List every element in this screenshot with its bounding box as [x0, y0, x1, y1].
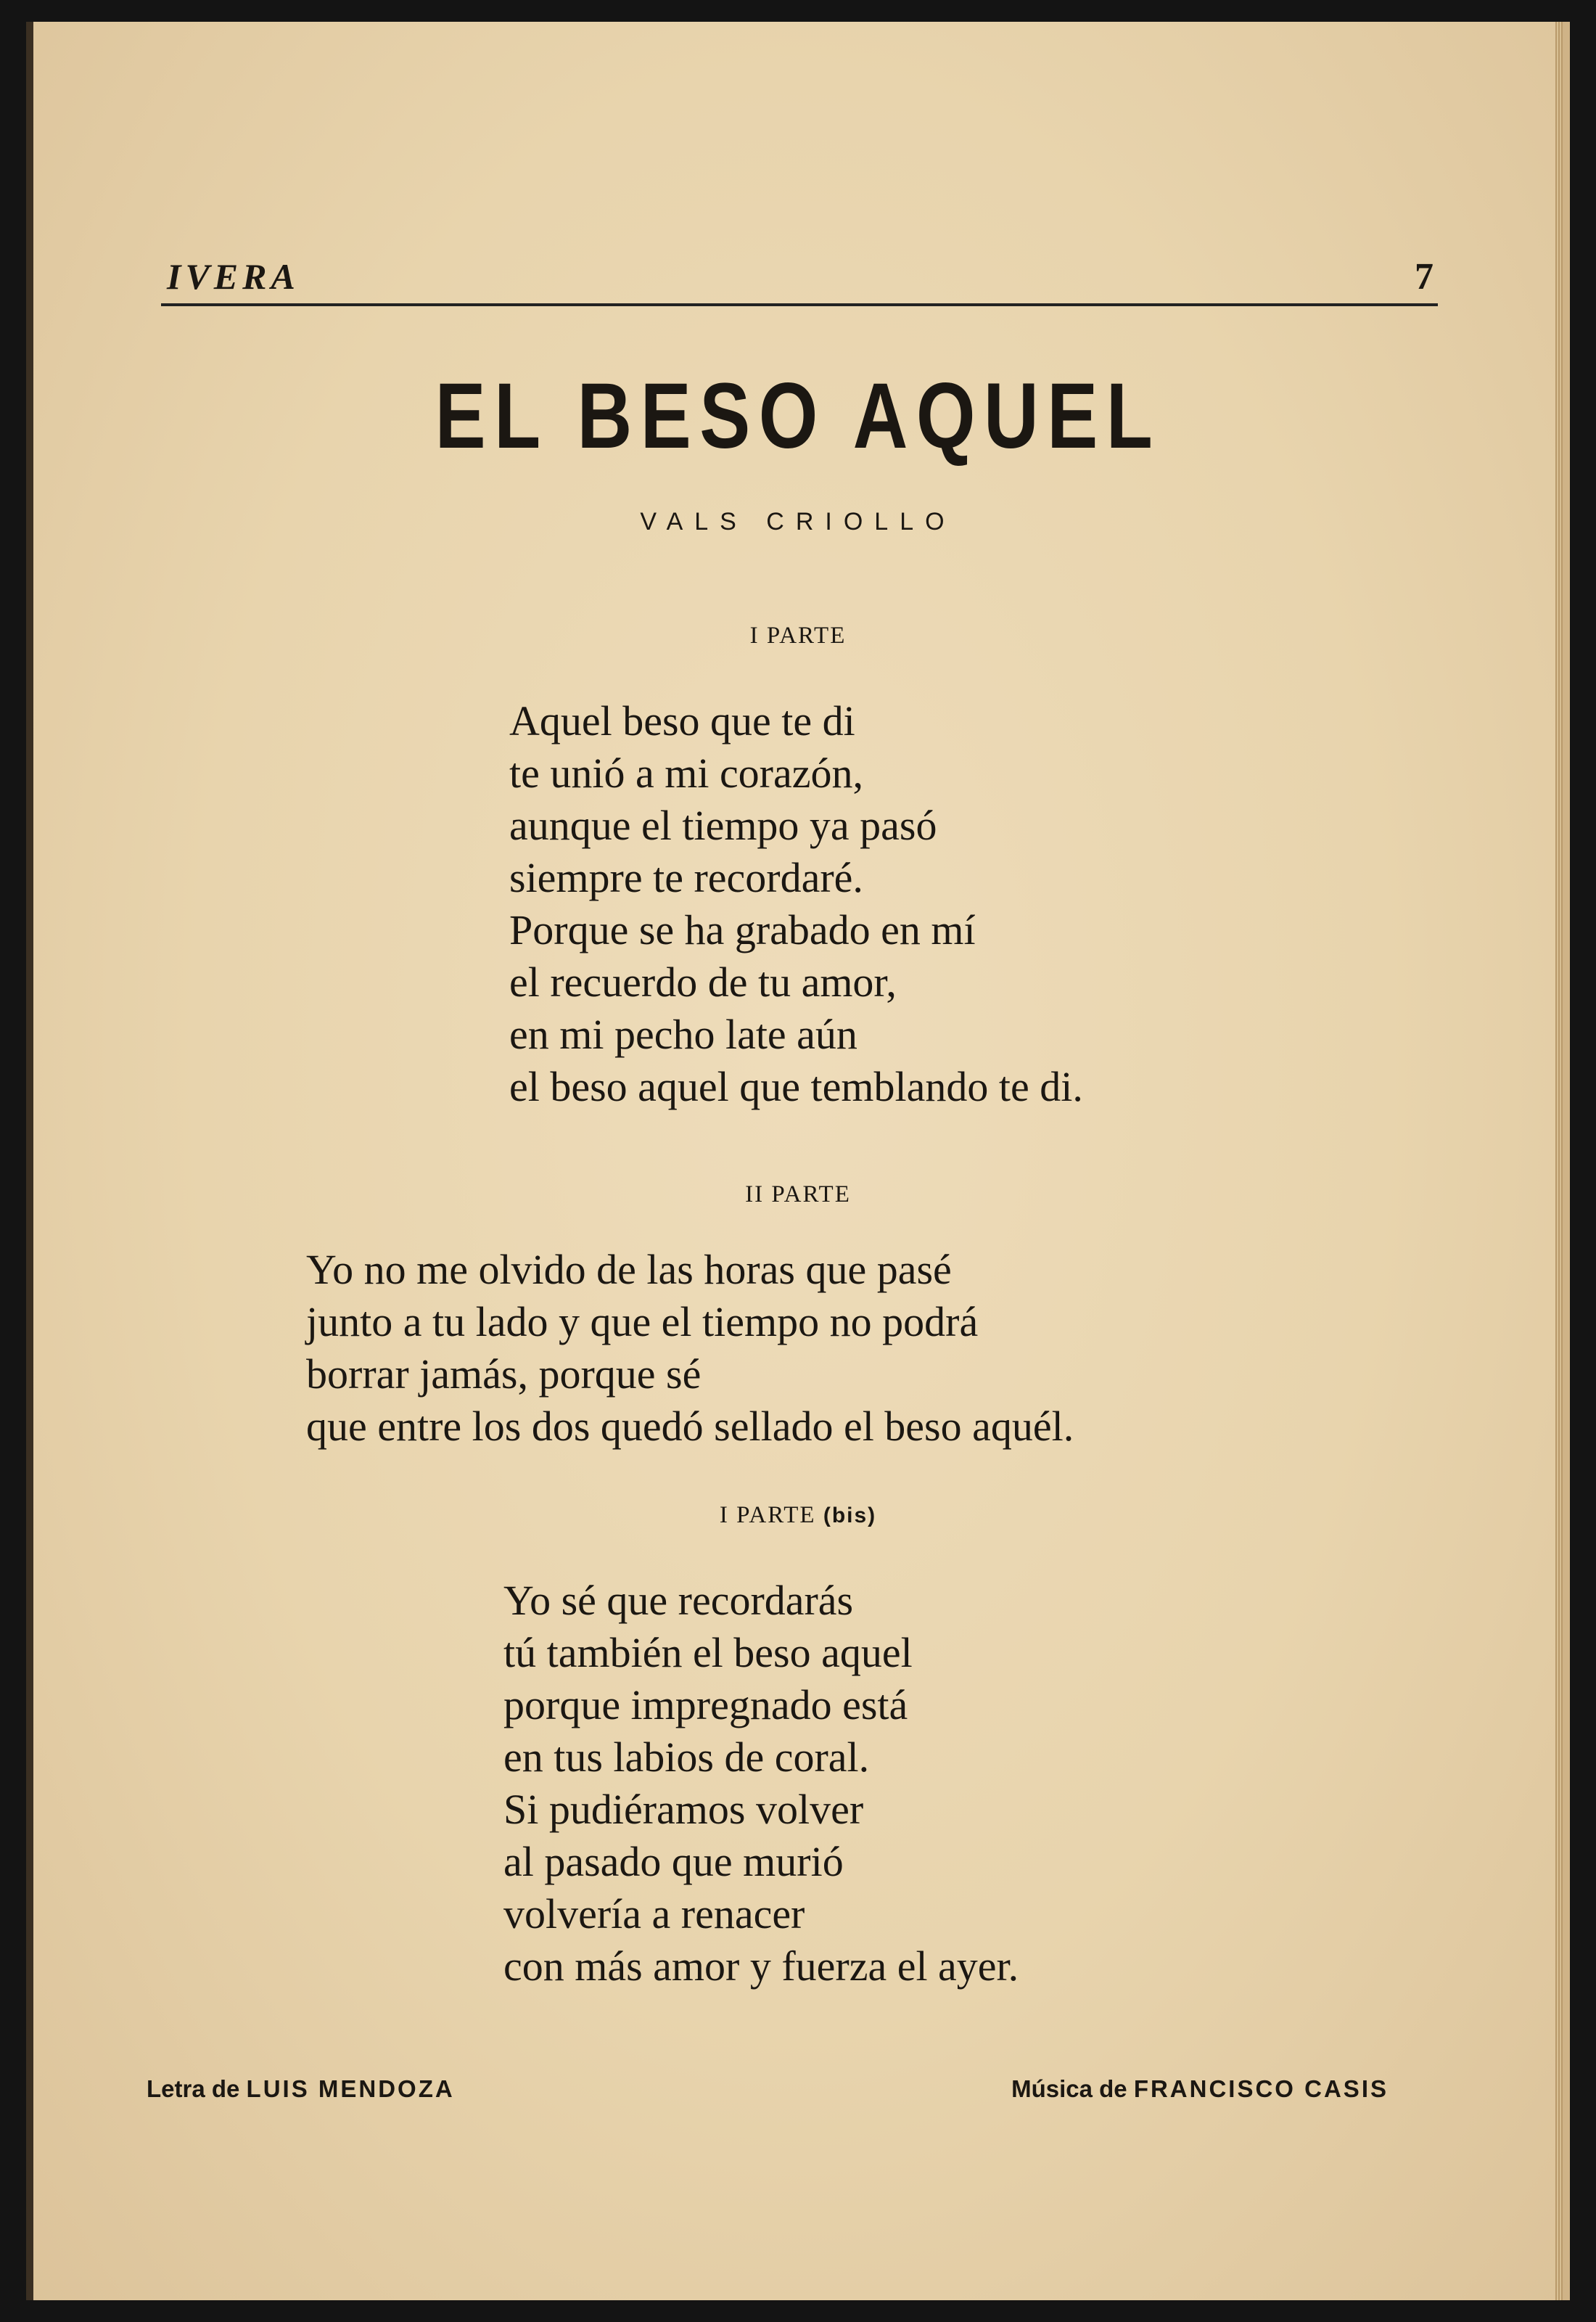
- lyrics-author: LUIS MENDOZA: [246, 2075, 455, 2102]
- section-heading-2: [26, 1181, 1570, 1208]
- stanza-1: [509, 695, 1083, 1113]
- book-spine: [26, 22, 33, 2300]
- page-number: 7: [1415, 256, 1433, 298]
- verse-line: porque impregnado está: [503, 1681, 908, 1728]
- verse-line: Si pudiéramos volver: [503, 1786, 864, 1833]
- stanza-2: [306, 1244, 1074, 1453]
- song-subtitle: VALS CRIOLLO: [640, 508, 956, 536]
- book-page: [26, 22, 1570, 2300]
- page-header: [161, 253, 1438, 306]
- section-heading-label: I PARTE: [749, 623, 847, 649]
- verse-line: volvería a renacer: [503, 1890, 805, 1937]
- verse-line: en mi pecho late aún: [509, 1011, 857, 1058]
- verse-line: borrar jamás, porque sé: [306, 1350, 702, 1398]
- stanza-3: [503, 1575, 1019, 1993]
- page-edge: [1555, 22, 1563, 2300]
- verse-line: te unió a mi corazón,: [509, 750, 863, 797]
- lyrics-credit: [147, 2075, 455, 2103]
- verse-line: aunque el tiempo ya pasó: [509, 802, 937, 849]
- verse-line: el beso aquel que temblando te di.: [509, 1063, 1083, 1110]
- verse-line: Yo no me olvido de las horas que pasé: [306, 1246, 952, 1293]
- section-heading-label: I PARTE: [719, 1502, 816, 1528]
- verse-line: Aquel beso que te di: [509, 697, 855, 744]
- verse-line: el recuerdo de tu amor,: [509, 959, 897, 1006]
- verse-line: tú también el beso aquel: [503, 1629, 913, 1676]
- verse-line: en tus labios de coral.: [503, 1734, 870, 1781]
- verse-line: Porque se ha grabado en mí: [509, 906, 976, 953]
- section-heading-1: [26, 623, 1570, 649]
- verse-line: junto a tu lado y que el tiempo no podrá: [306, 1298, 979, 1345]
- music-credit: [1011, 2075, 1389, 2103]
- music-credit-prefix: Música de: [1011, 2075, 1127, 2102]
- song-title: EL BESO AQUEL: [435, 364, 1161, 468]
- music-author: FRANCISCO CASIS: [1133, 2075, 1389, 2102]
- running-head: IVERA: [167, 256, 300, 297]
- verse-line: Yo sé que recordarás: [503, 1577, 854, 1624]
- section-heading-suffix: (bis): [823, 1503, 877, 1527]
- verse-line: que entre los dos quedó sellado el beso aquél.: [306, 1403, 1074, 1450]
- verse-line: siempre te recordaré.: [509, 854, 863, 901]
- verse-line: con más amor y fuerza el ayer.: [503, 1942, 1019, 1990]
- section-heading-label: II PARTE: [745, 1181, 851, 1207]
- section-heading-3: [26, 1502, 1570, 1529]
- verse-line: al pasado que murió: [503, 1838, 844, 1885]
- lyrics-credit-prefix: Letra de: [147, 2075, 240, 2102]
